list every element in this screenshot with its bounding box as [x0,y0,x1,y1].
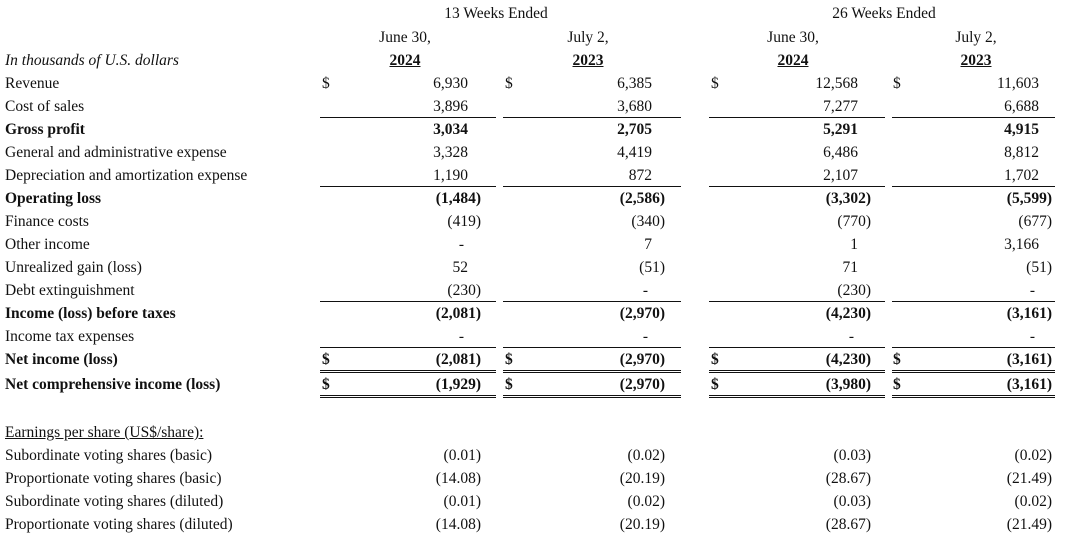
eps-row-label: Subordinate voting shares (basic) [5,447,213,464]
cell-value: (2,586) [619,190,665,207]
cell-value: (2,081) [435,351,481,368]
col4-date: July 2, [955,29,997,46]
rule-line [892,186,1055,187]
double-rule [892,395,1055,398]
cell-value: (51) [639,259,665,276]
eps-value: (0.02) [1014,447,1052,464]
cell-value: (770) [837,213,871,230]
cell-value: 5,291 [823,121,858,138]
cell-value: 3,328 [433,144,468,161]
cell-value: (2,970) [619,376,665,393]
cell-value: - [642,282,648,299]
col4-year: 2023 [960,52,992,69]
cell-value: 3,166 [1004,236,1039,253]
cell-value: (3,161) [1006,351,1052,368]
col2-date: July 2, [567,29,609,46]
currency-symbol: $ [711,376,719,393]
rule-line [503,301,681,302]
eps-value: (28.67) [825,470,871,487]
eps-value: (21.49) [1006,470,1052,487]
cell-value: (1,929) [435,376,481,393]
eps-value: (14.08) [435,516,481,533]
cell-value: 2,107 [823,167,858,184]
cell-value: (230) [447,282,481,299]
cell-value: 3,896 [433,98,468,115]
rule-line [320,301,496,302]
rule-line [503,117,681,118]
eps-value: (14.08) [435,470,481,487]
eps-value: (0.03) [833,447,871,464]
row-label: Other income [5,236,90,253]
cell-value: (340) [631,213,665,230]
double-rule [892,370,1055,373]
eps-row-label: Proportionate voting shares (diluted) [5,516,233,533]
currency-symbol: $ [893,75,901,92]
cell-value: (4,230) [825,351,871,368]
cell-value: 872 [628,167,652,184]
rule-line [709,117,885,118]
cell-value: 12,568 [815,75,858,92]
currency-symbol: $ [322,376,330,393]
cell-value: 1,190 [433,167,468,184]
eps-value: (0.02) [1014,493,1052,510]
cell-value: 3,034 [433,121,468,138]
cell-value: (1,484) [435,190,481,207]
cell-value: (3,980) [825,376,871,393]
eps-value: (0.02) [627,493,665,510]
rule-line [320,347,496,348]
eps-value: (20.19) [619,516,665,533]
rule-line [503,186,681,187]
cell-value: (5,599) [1006,190,1052,207]
cell-value: - [642,328,648,345]
row-label: Cost of sales [5,98,85,115]
rule-line [892,117,1055,118]
cell-value: (2,970) [619,351,665,368]
cell-value: 4,915 [1004,121,1039,138]
cell-value: - [848,328,854,345]
cell-value: - [458,236,464,253]
row-label: Unrealized gain (loss) [5,259,142,276]
row-label: Finance costs [5,213,89,230]
double-rule [320,395,496,398]
cell-value: 71 [842,259,858,276]
cell-value: - [1029,328,1035,345]
row-label: Debt extinguishment [5,282,135,299]
row-label: Gross profit [5,121,85,138]
cell-value: (2,081) [435,305,481,322]
cell-value: 52 [452,259,468,276]
cell-value: 6,486 [823,144,858,161]
currency-symbol: $ [893,351,901,368]
rule-line [320,117,496,118]
eps-row-label: Proportionate voting shares (basic) [5,470,222,487]
row-label: Income (loss) before taxes [5,305,176,322]
rule-line [709,301,885,302]
cell-value: 1,702 [1004,167,1039,184]
cell-value: 11,603 [996,75,1039,92]
cell-value: 2,705 [617,121,652,138]
cell-value: 7 [644,236,652,253]
period-26-weeks: 26 Weeks Ended [832,5,936,22]
row-label: General and administrative expense [5,144,227,161]
rule-line [320,186,496,187]
cell-value: 8,812 [1004,144,1039,161]
rule-line [892,347,1055,348]
double-rule [503,395,681,398]
rule-line [709,186,885,187]
col3-year: 2024 [777,52,809,69]
double-rule [709,395,885,398]
cell-value: (677) [1018,213,1052,230]
cell-value: (4,230) [825,305,871,322]
row-label: Depreciation and amortization expense [5,167,248,184]
cell-value: 1 [850,236,858,253]
cell-value: (3,302) [825,190,871,207]
period-13-weeks: 13 Weeks Ended [444,5,548,22]
eps-heading: Earnings per share (US$/share): [5,424,204,441]
cell-value: (51) [1026,259,1052,276]
currency-symbol: $ [711,351,719,368]
eps-value: (20.19) [619,470,665,487]
cell-value: 6,688 [1004,98,1039,115]
currency-symbol: $ [505,75,513,92]
currency-symbol: $ [893,376,901,393]
cell-value: 6,930 [433,75,468,92]
row-label: Net comprehensive income (loss) [5,376,221,393]
eps-row-label: Subordinate voting shares (diluted) [5,493,224,510]
row-label: Income tax expenses [5,328,135,345]
eps-value: (28.67) [825,516,871,533]
units-label: In thousands of U.S. dollars [5,52,179,69]
col1-year: 2024 [389,52,421,69]
rule-line [503,347,681,348]
currency-symbol: $ [505,351,513,368]
cell-value: (3,161) [1006,376,1052,393]
col3-date: June 30, [767,29,819,46]
eps-value: (0.01) [443,447,481,464]
cell-value: (2,970) [619,305,665,322]
cell-value: 4,419 [617,144,652,161]
cell-value: 7,277 [823,98,858,115]
cell-value: 6,385 [617,75,652,92]
row-label: Revenue [5,75,60,92]
cell-value: - [458,328,464,345]
currency-symbol: $ [505,376,513,393]
cell-value: (419) [447,213,481,230]
col1-date: June 30, [379,29,431,46]
currency-symbol: $ [322,351,330,368]
cell-value: - [1029,282,1035,299]
cell-value: (230) [837,282,871,299]
eps-value: (0.02) [627,447,665,464]
cell-value: (3,161) [1006,305,1052,322]
eps-value: (0.01) [443,493,481,510]
double-rule [503,370,681,373]
row-label: Net income (loss) [5,351,118,368]
cell-value: 3,680 [617,98,652,115]
currency-symbol: $ [711,75,719,92]
double-rule [709,370,885,373]
rule-line [709,347,885,348]
double-rule [320,370,496,373]
col2-year: 2023 [572,52,604,69]
eps-value: (21.49) [1006,516,1052,533]
rule-line [892,301,1055,302]
currency-symbol: $ [322,75,330,92]
eps-value: (0.03) [833,493,871,510]
row-label: Operating loss [5,190,102,207]
